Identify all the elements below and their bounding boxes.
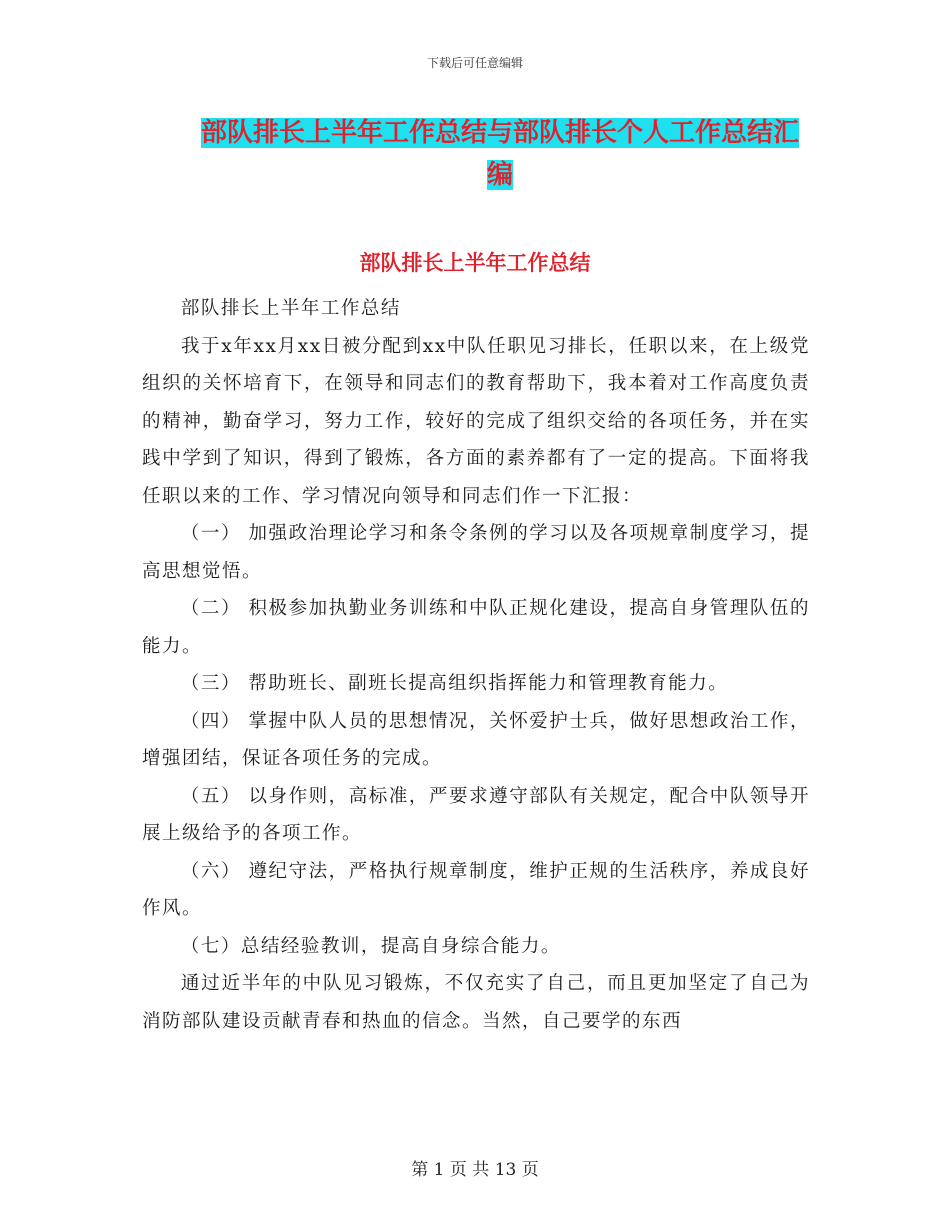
paragraph: （四） 掌握中队人员的思想情况，关怀爱护士兵，做好思想政治工作，增强团结，保证各项任务的完成。 [142,710,810,769]
page-footer: 第 1 页 共 13 页 [411,1160,539,1180]
paragraph: 部队排长上半年工作总结 [180,298,401,319]
document-title [195,112,805,196]
paragraph: （七）总结经验教训，提高自身综合能力。 [180,935,561,957]
paragraph: （五） 以身作则，高标准，严要求遵守部队有关规定，配合中队领导开展上级给予的各项工作。 [142,785,810,844]
header-note: 下载后可任意编辑 [426,56,523,70]
section-title: 部队排长上半年工作总结 [359,251,591,275]
document-title-line-1: 部队排长上半年工作总结与部队排长个人工作总结汇 [200,118,799,148]
paragraph: （一） 加强政治理论学习和条令条例的学习以及各项规章制度学习，提高思想觉悟。 [142,523,810,582]
paragraph: （三） 帮助班长、副班长提高组织指挥能力和管理教育能力。 [180,673,729,694]
document-title-line-2: 编 [486,160,513,190]
paragraph: 我于x年xx月xx日被分配到xx中队任职见习排长，任职以来，在上级党组织的关怀培育下，在领导和同志们的教育帮助下，我本着对工作高度负责的精神，勤奋学习，努力工作，较好的完成了组织交给的各项任务，并在实践中学到了知识，得到了锻炼，各方面的素养都有了一定的提高。下面将我任职以来的工作、学习情况向领导和同志们作一下汇报： [142,335,810,507]
document-body [142,290,810,1040]
paragraph: （六） 遵纪守法，严格执行规章制度，维护正规的生活秩序，养成良好作风。 [142,860,810,919]
paragraph: （二） 积极参加执勤业务训练和中队正规化建设，提高自身管理队伍的能力。 [142,598,810,657]
paragraph: 通过近半年的中队见习锻炼，不仅充实了自己，而且更加坚定了自己为消防部队建设贡献青春和热血的信念。当然，自己要学的东西 [142,973,810,1032]
